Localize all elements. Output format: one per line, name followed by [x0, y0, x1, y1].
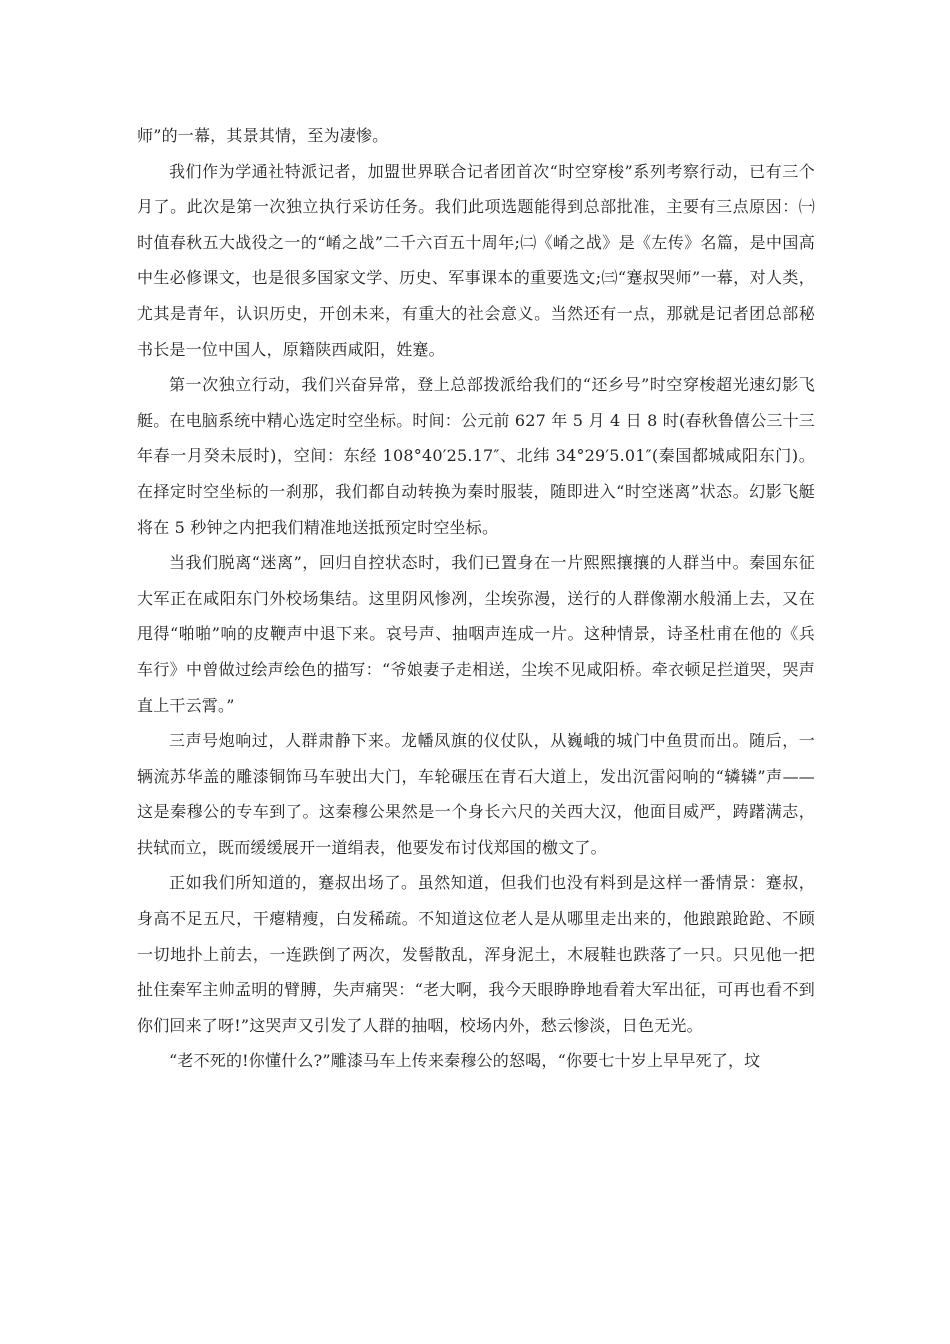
paragraph-5: 三声号炮响过，人群肃静下来。龙幡凤旗的仪仗队，从巍峨的城门中鱼贯而出。随后，一辆流苏华盖的雕漆铜饰马车驶出大门，车轮碾压在青石大道上，发出沉雷闷响的“辚辚”声——这是秦穆公的专车到了。这秦穆公果然是一个身长六尺的关西大汉，他面目威严，踌躇满志，扶轼而立，既而缓缓展开一道绢表，他要发布讨伐郑国的檄文了。: [137, 731, 815, 857]
paragraph-3: 第一次独立行动，我们兴奋异常，登上总部拨派给我们的“还乡号”时空穿梭超光速幻影飞艇。在电脑系统中精心选定时空坐标。时间：公元前 627 年 5 月 4 日 8 时(春秋鲁僖公三十三年春一月癸未辰时)，空间：东经 108°40′25.17″、北纬 34°29′5.01″(秦国都城咸阳东门)。在择定时空坐标的一刹那，我们都自动转换为秦时服装，随即进入“时空迷离”状态。幻影飞艇将在 5 秒钟之内把我们精准地送抵预定时空坐标。: [137, 375, 816, 537]
paragraph-1: 师”的一幕，其景其情，至为凄惨。: [137, 126, 389, 145]
paragraph-4: 当我们脱离“迷离”，回归自控状态时，我们已置身在一片熙熙攘攘的人群当中。秦国东征大军正在咸阳东门外校场集结。这里阴风惨冽，尘埃弥漫，送行的人群像潮水般涌上去，又在甩得“啪啪”响的皮鞭声中退下来。哀号声、抽咽声连成一片。这种情景，诗圣杜甫在他的《兵车行》中曾做过绘声绘色的描写：“爷娘妻子走相送，尘埃不见咸阳桥。牵衣顿足拦道哭，哭声直上干云霄。”: [137, 553, 815, 715]
paragraph-2: 我们作为学通社特派记者，加盟世界联合记者团首次“时空穿梭”系列考察行动，已有三个月了。此次是第一次独立执行采访任务。我们此项选题能得到总部批准，主要有三点原因：㈠时值春秋五大战役之一的“崤之战”二千六百五十周年;㈡《崤之战》是《左传》名篇，是中国高中生必修课文，也是很多国家文学、历史、军事课本的重要选文;㈢“蹇叔哭师”一幕，对人类，尤其是青年，认识历史，开创未来，有重大的社会意义。当然还有一点，那就是记者团总部秘书长是一位中国人，原籍陕西咸阳，姓蹇。: [137, 161, 815, 359]
document-body: [137, 118, 815, 1079]
paragraph-6: 正如我们所知道的，蹇叔出场了。虽然知道，但我们也没有料到是这样一番情景：蹇叔，身高不足五尺，干瘪精瘦，白发稀疏。不知道这位老人是从哪里走出来的，他踉踉跄跄、不顾一切地扑上前去，一连跌倒了两次，发髻散乱，浑身泥土，木屐鞋也跌落了一只。只见他一把扯住秦军主帅孟明的臂膊，失声痛哭：“老大啊，我今天眼睁睁地看着大军出征，可再也看不到你们回来了呀!”这哭声又引发了人群的抽咽，校场内外，愁云惨淡，日色无光。: [137, 873, 815, 1035]
paragraph-7: “老不死的!你懂什么?”雕漆马车上传来秦穆公的怒喝，“你要七十岁上早早死了，坟: [169, 1051, 761, 1071]
